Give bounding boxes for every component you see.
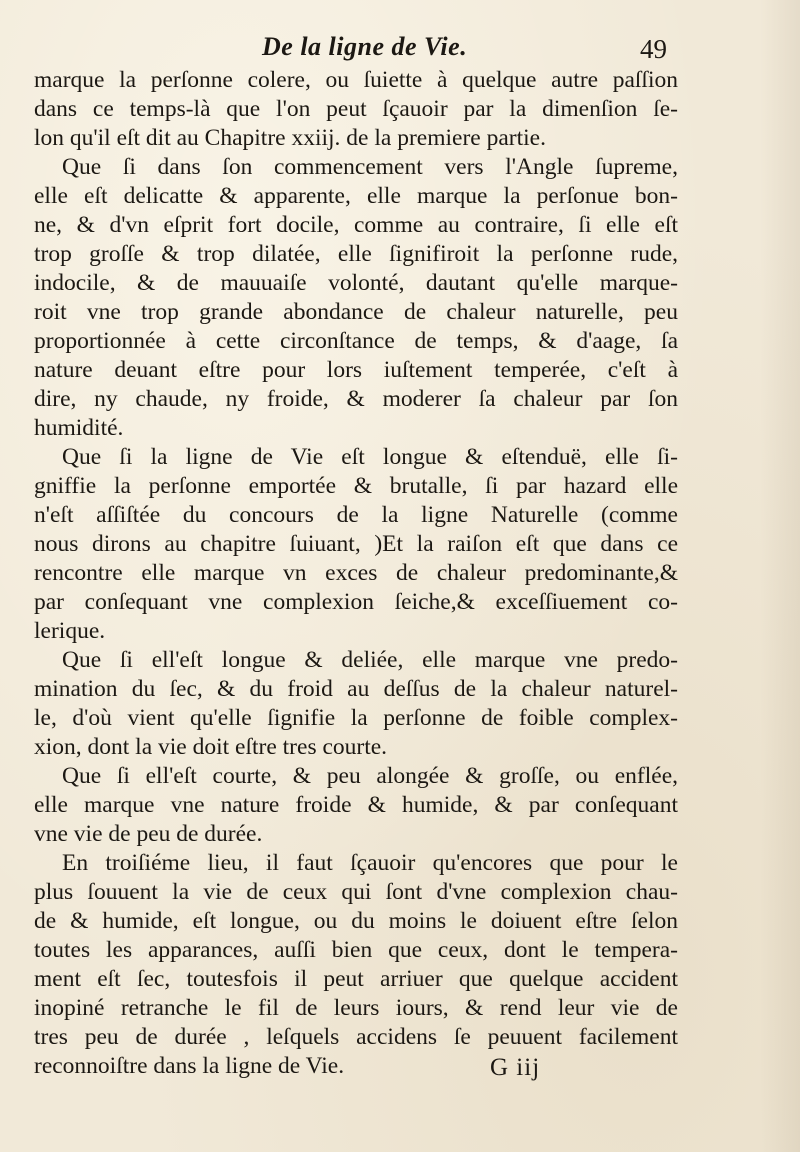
text-line: plus ſouuent la vie de ceux qui ſont d'vne complexion chau- — [34, 879, 678, 905]
text-line: nature deuant eſtre pour lors iuſtement temperée, c'eſt à — [34, 357, 678, 383]
text-line: nous dirons au chapitre ſuiuant, )Et la raiſon eſt que dans ce — [34, 531, 678, 557]
text-line: gniffie la perſonne emportée & brutalle, ſi par hazard elle — [34, 473, 678, 499]
text-line: elle marque vne nature froide & humide, & par conſequant — [34, 792, 678, 818]
running-title: De la ligne de Vie. — [262, 32, 468, 61]
text-line: rencontre elle marque vn exces de chaleur predominante,& — [34, 560, 678, 586]
text-line: toutes les apparances, auſſi bien que ceux, dont le tempera- — [34, 937, 678, 963]
text-line: dire, ny chaude, ny froide, & moderer ſa chaleur par ſon — [34, 386, 678, 412]
text-line: tres peu de durée , leſquels accidens ſe peuuent facilement — [34, 1024, 678, 1050]
text-line: En troiſiéme lieu, il faut ſçauoir qu'encores que pour le — [62, 850, 678, 876]
text-line: elle eſt delicatte & apparente, elle marque la perſonue bon- — [34, 183, 678, 209]
text-line: trop groſſe & trop dilatée, elle ſignifiroit la perſonne rude, — [34, 241, 678, 267]
page-header — [0, 30, 800, 66]
text-line: ne, & d'vn eſprit fort docile, comme au contraire, ſi elle eſt — [34, 212, 678, 238]
text-line: inopiné retranche le fil de leurs iours, & rend leur vie de — [34, 995, 678, 1021]
page-number: 49 — [640, 34, 667, 64]
text-line: Que ſi la ligne de Vie eſt longue & eſtenduë, elle ſi- — [62, 444, 678, 470]
page-edge-shadow — [760, 0, 800, 1152]
body-text — [34, 66, 678, 1081]
text-line: marque la perſonne colere, ou ſuiette à quelque autre paſſion — [34, 67, 678, 93]
text-line: par conſequant vne complexion ſeiche,& exceſſiuement co- — [34, 589, 678, 615]
text-line: humidité. — [34, 415, 124, 441]
text-line: le, d'où vient qu'elle ſignifie la perſonne de foible complex- — [34, 705, 678, 731]
text-line: mination du ſec, & du froid au deſſus de la chaleur naturel- — [34, 676, 678, 702]
text-line: n'eſt aſſiſtée du concours de la ligne Naturelle (comme — [34, 502, 678, 528]
text-line: lon qu'il eſt dit au Chapitre xxiij. de la premiere partie. — [34, 125, 546, 151]
text-line: Que ſi ell'eſt courte, & peu alongée & groſſe, ou enflée, — [62, 763, 678, 789]
text-line: reconnoiſtre dans la ligne de Vie. — [34, 1053, 345, 1079]
text-line: lerique. — [34, 618, 106, 644]
text-line: dans ce temps-là que l'on peut ſçauoir par la dimenſion ſe- — [34, 96, 678, 122]
text-line: xion, dont la vie doit eſtre tres courte. — [34, 734, 388, 760]
text-line: de & humide, eſt longue, ou du moins le doiuent eſtre ſelon — [34, 908, 678, 934]
text-line: Que ſi dans ſon commencement vers l'Angle ſupreme, — [62, 154, 678, 180]
signature-mark: G iij — [490, 1054, 541, 1081]
text-line: vne vie de peu de durée. — [34, 821, 263, 847]
text-line: ment eſt ſec, toutesfois il peut arriuer que quelque accident — [34, 966, 678, 992]
text-line: proportionnée à cette circonſtance de temps, & d'aage, ſa — [34, 328, 678, 354]
text-line: roit vne trop grande abondance de chaleur naturelle, peu — [34, 299, 678, 325]
text-line: Que ſi ell'eſt longue & deliée, elle marque vne predo- — [62, 647, 678, 673]
text-line: indocile, & de mauuaiſe volonté, dautant qu'elle marque- — [34, 270, 678, 296]
